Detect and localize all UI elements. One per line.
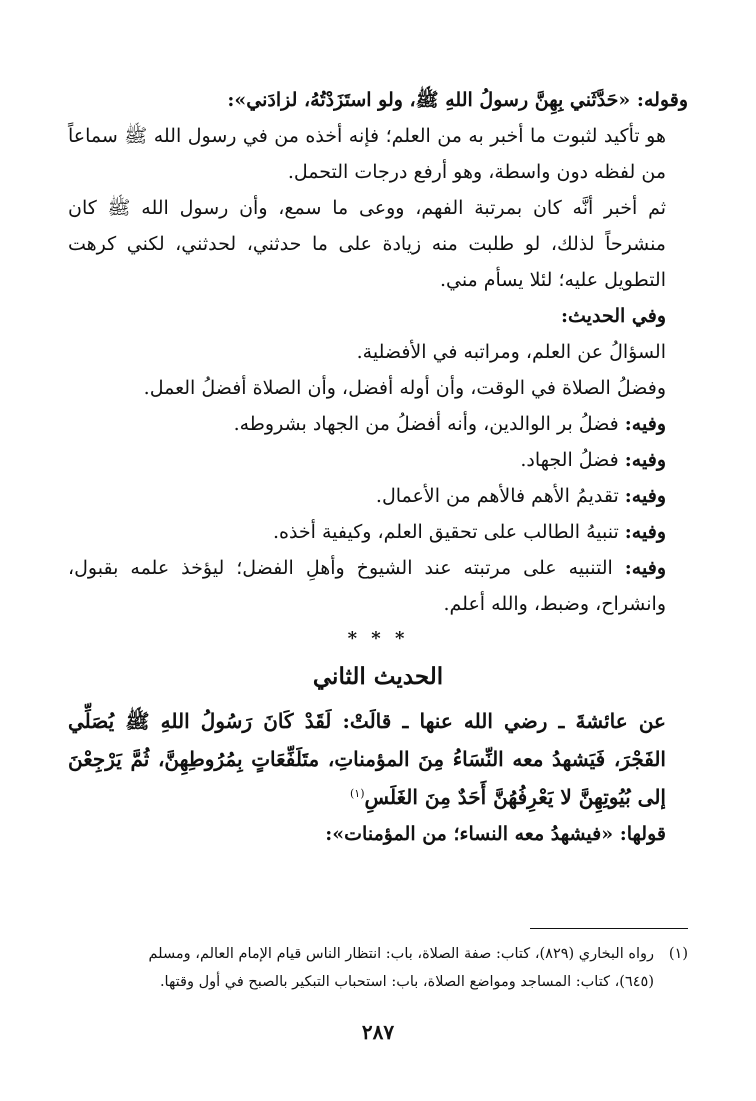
page-body [68, 82, 688, 852]
benefit-item [68, 550, 688, 622]
footnote-ref: (١) [350, 787, 365, 800]
benefit-item: السؤالُ عن العلم، ومراتبه في الأفضلية. [356, 341, 666, 363]
page-number: ٢٨٧ [361, 1020, 395, 1044]
paragraph: ثم أخبر أنَّه كان بمرتبة الفهم، ووعى ما سمع، وأن رسول الله ﷺ كان منشرحاً لذلك، لو طلبت منه زيادة على ما حدثني، لحدثني، لكني كرهت التطويل عليه؛ لئلا يسأم مني. [68, 197, 666, 291]
footnote-text: رواه البخاري (٨٢٩)، كتاب: صفة الصلاة، باب: انتظار الناس قيام الإمام العالم، ومسلم [148, 946, 654, 962]
benefit-text: تقديمُ الأهم فالأهم من الأعمال. [375, 485, 619, 507]
paragraph [68, 82, 688, 118]
benefit-prefix: وفيه: [624, 413, 666, 435]
section-separator: * * * [347, 628, 409, 649]
benefit-prefix: وفيه: [624, 557, 666, 579]
footnote [68, 940, 688, 996]
hadith-text [68, 702, 688, 816]
commentary-lead: قولها: «فيشهدُ معه النساء؛ من المؤمنات»: [325, 823, 666, 845]
footnote-divider [530, 928, 688, 929]
benefit-prefix: وفيه: [624, 521, 666, 543]
benefit-text: فضلُ بر الوالدين، وأنه أفضلُ من الجهاد بشروطه. [233, 413, 619, 435]
quoted-phrase: «حَدَّثَني بِهِنَّ رسولُ اللهِ ﷺ، ولو استَزَدْتُهُ، لزادَني»: [227, 89, 631, 111]
hadith-body: عن عائشةَ ـ رضي الله عنها ـ قالَتْ: لَقَدْ كَانَ رَسُولُ اللهِ ﷺ يُصَلِّي الفَجْرَ، فَيَشهدُ معه النِّسَاءُ مِنَ المؤمناتِ، متَلَفِّعَاتٍ بِمُرُوطِهِنَّ، ثُمَّ يَرْجِعْنَ إلى بُيُوتِهِنَّ لا يَعْرِفُهُنَّ أَحَدٌ مِنَ الغَلَسِ [68, 709, 666, 809]
footnote-line [68, 940, 688, 968]
benefit-text: تنبيهُ الطالب على تحقيق العلم، وكيفية أخذه. [272, 521, 619, 543]
benefit-item [68, 478, 688, 514]
footnote-number: (١) [668, 946, 688, 962]
paragraph: هو تأكيد لثبوت ما أخبر به من العلم؛ فإنه أخذه من في رسول الله ﷺ سماعاً من لفظه دون واسطة، وهو أرفع درجات التحمل. [68, 125, 666, 183]
benefit-item [68, 406, 688, 442]
benefit-item [68, 442, 688, 478]
section-title: الحديث الثاني [312, 663, 444, 690]
benefit-text: فضلُ الجهاد. [520, 449, 619, 471]
benefit-item: وفضلُ الصلاة في الوقت، وأن أوله أفضل، وأن الصلاة أفضلُ العمل. [143, 377, 666, 399]
benefit-text: التنبيه على مرتبته عند الشيوخ وأهلِ الفضل؛ ليؤخذ علمه بقبول، وانشراح، وضبط، والله أعلم. [68, 557, 666, 615]
benefit-prefix: وفيه: [624, 485, 666, 507]
benefits-label: وفي الحديث: [561, 305, 666, 327]
benefit-prefix: وفيه: [624, 449, 666, 471]
lead-label: وقوله: [630, 89, 688, 111]
benefit-item [68, 514, 688, 550]
footnote-line: (٦٤٥)، كتاب: المساجد ومواضع الصلاة، باب: استحباب التبكير بالصبح في أول وقتها. [159, 974, 654, 990]
